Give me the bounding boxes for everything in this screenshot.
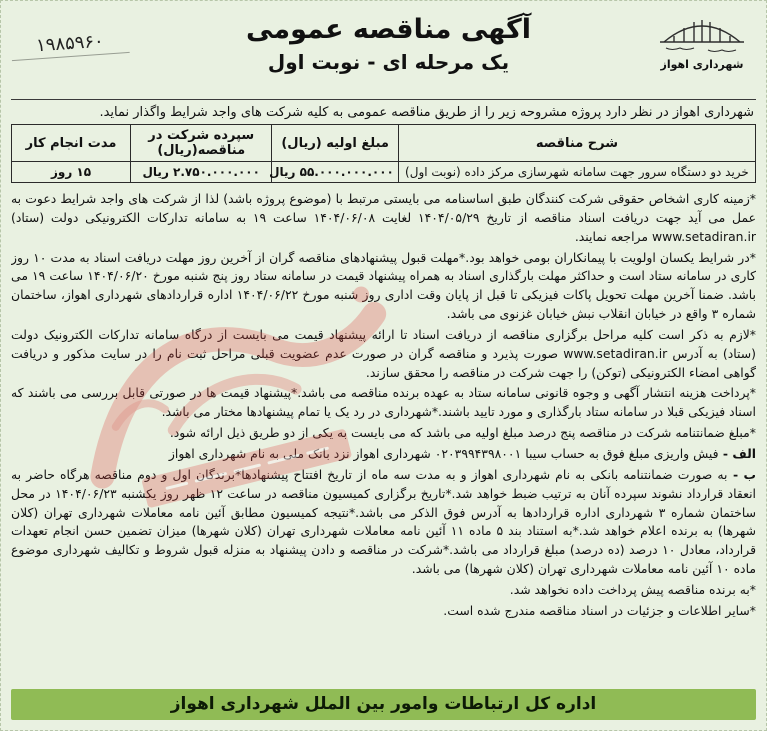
col-header-initial-amount: مبلغ اولیه (ریال) [272,125,398,162]
cell-deposit: ۲.۷۵۰.۰۰۰.۰۰۰ ریال [131,162,272,183]
footer-department-bar [11,689,756,720]
tender-table [11,124,756,183]
paragraph-text: *در شرایط یکسان اولویت با پیمانکاران بومی خواهد بود.*مهلت قبول پیشنهادهای مناقصه گران از آخرین روز مهلت دریافت اسناد به مدت ۱۰ روز کاری در سامانه ستاد است و حداکثر مهلت بارگذاری اسناد به همراه پیشنهاد قیمت در سامانه ستاد روز پنج شنبه مورخ ۱۴۰۴/۰۶/۲۰ ساعت ۱۹ می باشد. ضمنا آخرین مهلت تحویل پاکات فیزیکی تا قبل از پایان وقت اداری روز شنبه مورخ ۱۴۰۴/۰۶/۲۲ اداره قراردادهای شهرداری اهواز، ساختمان شماره ۳ واقع در خیابان انقلاب نبش خیابان غزنوی می باشد. [11,249,756,322]
paragraph-deadlines [11,249,756,324]
col-header-deposit: سپرده شرکت در مناقصه(ریال) [131,125,272,162]
table-header-row [12,125,756,162]
bridge-logo-icon [658,9,746,57]
paragraph-text: *پرداخت هزینه انتشار آگهی و وجوه قانونی سامانه ستاد به عهده برنده مناقصه می باشد.*پیشنهاد قیمت ها در صورتی قابل بررسی می باشند که اسناد فیزیکی قبلا در سامانه ستاد بارگذاری و مورد تایید باشند.*شهرداری در رد یک یا تمام پیشنهادها مختار می باشد. [11,385,756,420]
paragraph-text: *به برنده مناقصه پیش پرداخت داده نخواهد شد. [509,581,756,597]
cell-initial-amount: ۵۵.۰۰۰.۰۰۰.۰۰۰ ریال [272,162,398,183]
paragraph-text: *سایر اطلاعات و جزئیات در اسناد مناقصه مندرج شده است. [443,602,756,618]
footer-text: اداره کل ارتباطات وامور بین الملل شهرداری اهواز [170,694,597,714]
header [11,7,756,100]
tender-number: ۱۹۸۵۹۶۰ [10,29,129,61]
paragraph-scope [11,190,756,247]
municipality-logo [648,7,756,71]
paragraph-other-details [11,602,756,621]
col-header-description: شرح مناقصه [398,125,755,162]
logo-caption: شهرداری اهواز [660,58,744,71]
ad-title: آگهی مناقصه عمومی [246,14,531,45]
paragraph-option-b [11,466,756,579]
paragraph-option-a [11,445,756,464]
paragraph-text: *زمینه کاری اشخاص حقوقی شرکت کنندگان طبق اساسنامه می بایستی مرتبط با (موضوع پروژه باشد) لذا از شرکت های واجد شرایط دعوت به عمل می آید جهت دریافت اسناد مناقصه از تاریخ ۱۴۰۴/۰۵/۲۹ لغایت ۱۴۰۴/۰۶/۰۸ ساعت ۱۹ به سامانه تدارکات الکترونیکی دولت (ستاد) www.setadiran.ir مراجعه نمایند. [11,191,756,244]
cell-description: خرید دو دستگاه سرور جهت سامانه شهرسازی مرکز داده (نوبت اول) [398,162,755,183]
paragraph-text: *مبلغ ضمانتنامه شرکت در مناقصه پنج درصد مبلغ اولیه می باشد که می بایست به یکی از دو طریق ذیل ارائه شود. [169,425,756,441]
paragraph-no-prepayment [11,581,756,600]
paragraph-text: به صورت ضمانتنامه بانکی به نام شهرداری اهواز و به مدت سه ماه از تاریخ افتتاح پیشنهادها*برندگان اول و دوم مناقصه هرگاه حاضر به انعقاد قرارداد نشوند سپرده آنان به ترتیب ضبط خواهد شد.*تاریخ برگزاری کمیسیون مناقصه در ساعت ۱۲ ظهر روز یکشنبه ۱۴۰۴/۰۶/۲۳ در محل ساختمان شماره ۳ شهرداری اداره قراردادها به آدرس فوق الذکر می باشد.*نتیجه کمیسیون مطابق آئین نامه معاملات شهرداری تهران (کلان شهرها) به برنده اعلام خواهد شد.*به استناد بند ۵ ماده ۱۱ آئین نامه معاملات شهرداری تهران (کلان شهرها) میزان تضمین حسن انجام تعهدات قرارداد، معادل ۱۰ درصد (ده درصد) مبلغ قرارداد می باشد.*شرکت در مناقصه و دادن پیشنهاد به منزله قبول شروط و تکالیف شهرداری موضوع ماده ۱۰ آئین نامه معاملات شهرداری تهران (کلان شهرها) می باشد. [11,466,756,577]
paragraph-setad-portal [11,326,756,383]
paragraph-prefix: ب - [727,466,756,482]
ad-subtitle: یک مرحله ای - نوبت اول [267,49,510,74]
title-block [129,7,648,77]
table-row [12,162,756,183]
col-header-duration: مدت انجام کار [12,125,131,162]
paragraph-costs [11,384,756,422]
paragraph-guarantee [11,424,756,443]
body-text [11,187,756,689]
paragraph-prefix: الف - [718,445,756,461]
paragraph-text: *لازم به ذکر است کلیه مراحل برگزاری مناقصه از دریافت اسناد تا ارائه پیشنهاد قیمت می بایست از درگاه سامانه تدارکات الکترونیک دولت (ستاد) به آدرس www.setadiran.ir صورت پذیرد و مناقصه گران در صورت عدم عضویت قبلی مراحل ثبت نام را در سایت مذکور و دریافت گواهی امضاء الکترونیکی (توکن) را جهت شرکت در مناقصه را محقق سازند. [11,326,756,380]
cell-duration: ۱۵ روز [12,162,131,183]
paragraph-text: فیش واریزی مبلغ فوق به حساب سیبا ۰۲۰۳۹۹۴۳۹۸۰۰۱ شهرداری اهواز نزد بانک ملی به نام شهرداری اهواز [168,445,719,461]
intro-text: شهرداری اهواز در نظر دارد پروژه مشروحه زیر را از طریق مناقصه عمومی به کلیه شرکت های واجد شرایط واگذار نماید. [99,105,754,120]
